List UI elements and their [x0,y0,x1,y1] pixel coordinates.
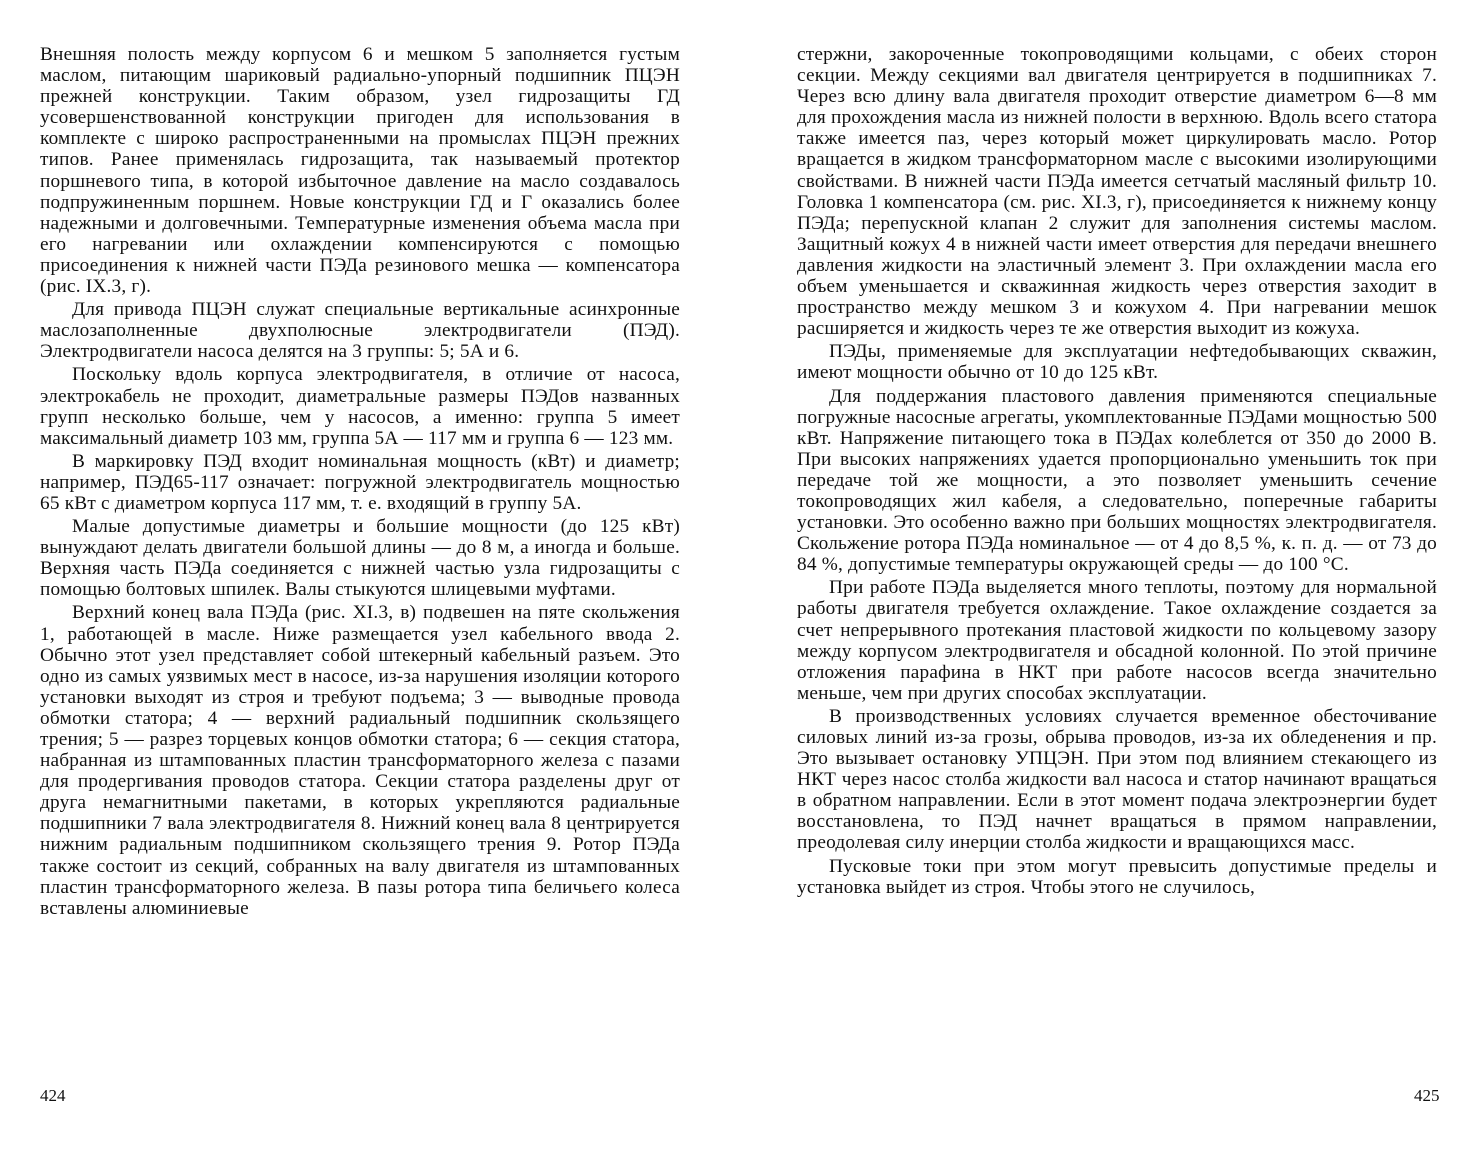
right-paragraph-5: В производственных условиях случается временное обесточивание силовых линий из-за грозы, обрыва проводов, из-за их обледенения и пр. Это вызывает остановку УПЦЭН. При этом под влиянием стекающего из НКТ через насос столба жидкости вал насоса и статор начинают вращаться в обратном направлении. Если в этот момент подача электроэнергии будет восстановлена, то ПЭД начнет вращаться в прямом направлении, преодолевая силу инерции столба жидкости и вращающихся масс. [797,705,1437,854]
right-paragraph-3: Для поддержания пластового давления применяются специальные погружные насосные агрегаты, укомплектованные ПЭДами мощностью 500 кВт. Напряжение питающего тока в ПЭДах колеблется от 350 до 2000 В. При высоких напряжениях удается пропорционально уменьшить ток при передаче той же мощности, а это позволяет уменьшить сечение токопроводящих жил кабеля, а следовательно, поперечные габариты установки. Это особенно важно при больших мощностях электродвигателя. Скольжение ротора ПЭДа номинальное — от 4 до 8,5 %, к. п. д. — от 73 до 84 %, допустимые температуры окружающей среды — до 100 °С. [797,385,1437,576]
left-paragraph-4: В маркировку ПЭД входит номинальная мощность (кВт) и диаметр; например, ПЭД65-117 означает: погружной электродвигатель мощностью 65 кВт с диаметром корпуса 117 мм, т. е. входящий в группу 5А. [40,450,680,514]
right-page [797,44,1437,898]
right-page-number: 425 [1414,1086,1440,1105]
left-paragraph-1: Внешняя полость между корпусом 6 и мешком 5 заполняется густым маслом, питающим шариковый радиально-упорный подшипник ПЦЭН прежней конструкции. Таким образом, узел гидрозащиты ГД усовершенствованной конструкции пригоден для использования в комплекте с широко распространенными на промыслах ПЦЭН прежних типов. Ранее применялась гидрозащита, так называемый протектор поршневого типа, в которой избыточное давление на масло создавалось подпружиненным поршнем. Новые конструкции ГД и Г оказались более надежными и долговечными. Температурные изменения объема масла при его нагревании или охлаждении компенсируются с помощью присоединения к нижней части ПЭДа резинового мешка — компенсатора (рис. IX.3, г). [40,44,680,298]
left-paragraph-6: Верхний конец вала ПЭДа (рис. XI.3, в) подвешен на пяте скольжения 1, работающей в масле. Ниже размещается узел кабельного ввода 2. Обычно этот узел представляет собой штекерный кабельный разъем. Это одно из самых уязвимых мест в насосе, из-за нарушения изоляции которого установки выходят из строя и требуют подъема; 3 — выводные провода обмотки статора; 4 — верхний радиальный подшипник скользящего трения; 5 — разрез торцевых концов обмотки статора; 6 — секция статора, набранная из штампованных пластин трансформаторного железа с пазами для продергивания проводов статора. Секции статора разделены друг от друга немагнитными пакетами, в которых укрепляются радиальные подшипники 7 вала электродвигателя 8. Нижний конец вала 8 центрируется нижним радиальным подшипником скользящего трения 9. Ротор ПЭДа также состоит из секций, собранных на валу двигателя из штампованных пластин трансформаторного железа. В пазы ротора типа беличьего колеса вставлены алюминиевые [40,602,680,919]
left-page [40,44,680,919]
right-paragraph-1: стержни, закороченные токопроводящими кольцами, с обеих сторон секции. Между секциями вал двигателя центрируется в подшипниках 7. Через всю длину вала двигателя проходит отверстие диаметром 6—8 мм для прохождения масла из нижней полости в верхнюю. Вдоль всего статора также имеется паз, через который может циркулировать масло. Ротор вращается в жидком трансформаторном масле с высокими изолирующими свойствами. В нижней части ПЭДа имеется сетчатый масляный фильтр 10. Головка 1 компенсатора (см. рис. XI.3, г), присоединяется к нижнему концу ПЭДа; перепускной клапан 2 служит для заполнения системы маслом. Защитный кожух 4 в нижней части имеет отверстия для передачи внешнего давления жидкости на эластичный элемент 3. При охлаждении масла его объем уменьшается и скважинная жидкость через отверстия заходит в пространство между мешком 3 и кожухом 4. При нагревании мешок расширяется и жидкость через те же отверстия выходит из кожуха. [797,44,1437,340]
left-paragraph-5: Малые допустимые диаметры и большие мощности (до 125 кВт) вынуждают делать двигатели большой длины — до 8 м, а иногда и больше. Верхняя часть ПЭДа соединяется с нижней частью узла гидрозащиты с помощью болтовых шпилек. Валы стыкуются шлицевыми муфтами. [40,516,680,601]
right-paragraph-4: При работе ПЭДа выделяется много теплоты, поэтому для нормальной работы двигателя требуется охлаждение. Такое охлаждение создается за счет непрерывного протекания пластовой жидкости по кольцевому зазору между корпусом электродвигателя и обсадной колонной. По этой причине отложения парафина в НКТ при работе насосов всегда значительно меньше, чем при других способах эксплуатации. [797,577,1437,704]
right-paragraph-6: Пусковые токи при этом могут превысить допустимые пределы и установка выйдет из строя. Чтобы этого не случилось, [797,855,1437,898]
left-paragraph-3: Поскольку вдоль корпуса электродвигателя, в отличие от насоса, электрокабель не проходит, диаметральные размеры ПЭДов названных групп несколько больше, чем у насосов, а именно: группа 5 имеет максимальный диаметр 103 мм, группа 5А — 117 мм и группа 6 — 123 мм. [40,364,680,449]
left-paragraph-2: Для привода ПЦЭН служат специальные вертикальные асинхронные маслозаполненные двухполюсные электродвигатели (ПЭД). Электродвигатели насоса делятся на 3 группы: 5; 5А и 6. [40,299,680,363]
right-paragraph-2: ПЭДы, применяемые для эксплуатации нефтедобывающих скважин, имеют мощности обычно от 10 до 125 кВт. [797,341,1437,384]
left-page-number: 424 [40,1086,66,1105]
